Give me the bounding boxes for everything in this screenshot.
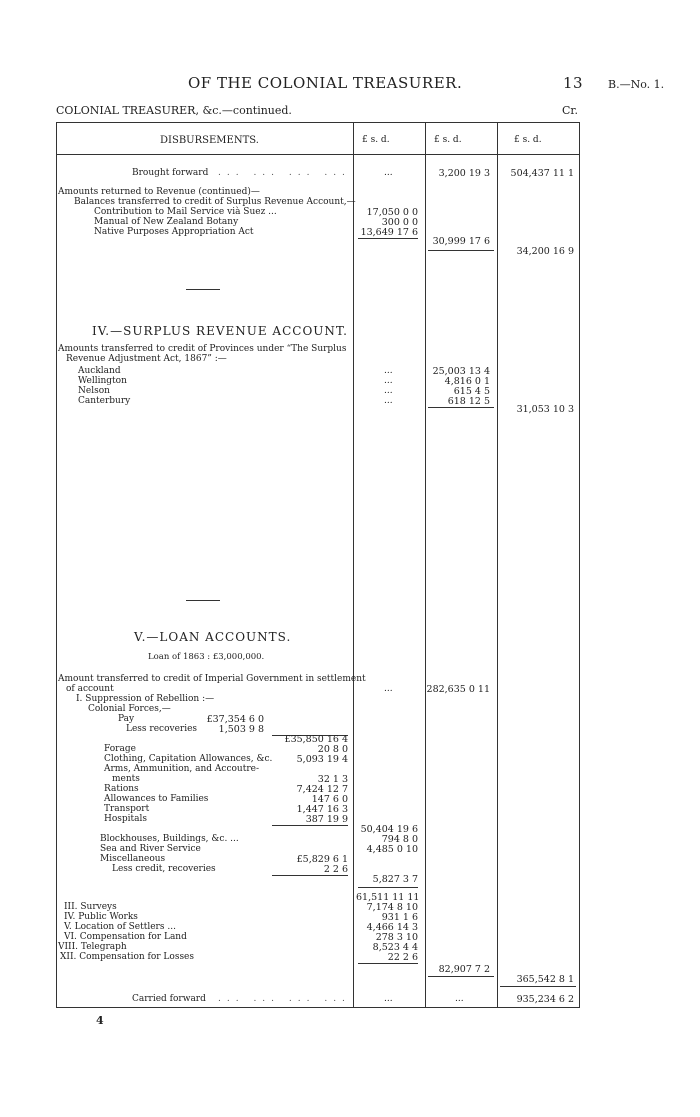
loan-other-c1: 7,174 8 10: [366, 902, 418, 913]
column-header-1: £ s. d.: [362, 135, 390, 145]
forces-item-label: ments: [112, 774, 140, 784]
running-head-cr: Cr.: [562, 104, 578, 117]
loan-other-label: VIII. Telegraph: [58, 942, 127, 952]
blockhouses-label: Blockhouses, Buildings, &c. ...: [100, 834, 239, 844]
surplus-total-c3: 31,053 10 3: [516, 404, 574, 415]
brought-forward-c3: 504,437 11 1: [510, 168, 574, 179]
less-recoveries-amount: 1,503 9 8: [218, 724, 264, 735]
province-label: Canterbury: [78, 396, 131, 406]
forces-item-amount: 1,447 16 3: [296, 804, 348, 815]
province-label: Nelson: [78, 386, 110, 396]
province-c2: 4,816 0 1: [444, 376, 490, 387]
section-separator: [186, 600, 220, 601]
forces-item-label: Hospitals: [104, 814, 148, 824]
pay-amount: £37,354 6 0: [206, 714, 264, 725]
province-label: Wellington: [78, 376, 127, 386]
page-title: OF THE COLONIAL TREASURER.: [188, 74, 463, 92]
col-divider-1: [353, 122, 354, 1008]
col-divider-2: [425, 122, 426, 1008]
sea-river-c1: 4,485 0 10: [366, 844, 418, 855]
pay-net: £35,850 16 4: [284, 734, 348, 745]
column-header-disbursements: DISBURSEMENTS.: [160, 135, 259, 146]
forces-item-label: Clothing, Capitation Allowances, &c.: [104, 754, 273, 764]
forces-item-amount: 147 6 0: [311, 794, 348, 805]
loan-other-c1: 22 2 6: [387, 952, 418, 963]
province-c1: ...: [384, 396, 393, 406]
revenue-item-c1: 300 0 0: [381, 217, 418, 228]
province-c2: 615 4 5: [453, 386, 490, 397]
brought-forward-c1: ...: [384, 168, 393, 178]
loan-other-c1: 931 1 6: [381, 912, 418, 923]
province-c2: 25,003 13 4: [432, 366, 490, 377]
table-top-rule: [56, 122, 580, 123]
miscellaneous-label: Miscellaneous: [100, 854, 166, 864]
brought-forward-c2: 3,200 19 3: [438, 168, 490, 179]
carried-forward-c3: 935,234 6 2: [516, 994, 574, 1005]
pay-label: Pay: [118, 714, 135, 724]
province-c1: ...: [384, 376, 393, 386]
carried-forward-c1: ...: [384, 994, 393, 1004]
forces-item-label: Forage: [104, 744, 136, 754]
carried-forward-label: Carried forward: [132, 994, 206, 1004]
subtotal-rule: [358, 963, 418, 964]
loan-other-label: XII. Compensation for Losses: [60, 952, 195, 962]
loan-line-1: Amount transferred to credit of Imperial Government in settlement: [58, 674, 366, 684]
miscellaneous-amount: £5,829 6 1: [296, 854, 348, 865]
leader-dots: ... ... ... ...: [218, 994, 351, 1004]
loan-other-label: VI. Compensation for Land: [64, 932, 187, 942]
section-separator: [186, 289, 220, 290]
less-recoveries-label: Less recoveries: [126, 724, 198, 734]
revenue-line-1: Amounts returned to Revenue (continued)—: [58, 187, 260, 197]
left-border: [56, 122, 57, 1008]
loan-subheading: Loan of 1863 : £3,000,000.: [148, 652, 265, 662]
subtotal-rule: [500, 986, 576, 987]
revenue-item-label: Manual of New Zealand Botany: [94, 217, 239, 227]
subtotal-rule: [358, 238, 418, 239]
loan-other-label: III. Surveys: [64, 902, 117, 912]
subtotal-rule: [428, 250, 494, 251]
revenue-item-label: Native Purposes Appropriation Act: [94, 227, 254, 237]
brought-forward-label: Brought forward: [132, 168, 209, 178]
forces-item-amount: 387 19 9: [305, 814, 348, 825]
carried-forward-c2: ...: [455, 994, 464, 1004]
column-header-3: £ s. d.: [514, 135, 542, 145]
section-heading-surplus: IV.—SURPLUS REVENUE ACCOUNT.: [92, 324, 348, 338]
forces-item-label: Arms, Ammunition, and Accoutre-: [104, 764, 260, 774]
forces-total: 50,404 19 6: [360, 824, 418, 835]
revenue-total-c3: 34,200 16 9: [516, 246, 574, 257]
column-header-2: £ s. d.: [434, 135, 462, 145]
header-rule: [56, 154, 580, 155]
page-number: 13: [563, 74, 584, 92]
subtotal-rule: [272, 875, 348, 876]
revenue-item-label: Contribution to Mail Service vià Suez ...: [94, 207, 277, 217]
credit-recoveries-amount: 2 2 6: [323, 864, 348, 875]
subtotal-rule: [272, 825, 348, 826]
loan-total-c2: 82,907 7 2: [438, 964, 490, 975]
loan-other-c1: 4,466 14 3: [366, 922, 418, 933]
document-ref: B.—No. 1.: [608, 78, 665, 91]
table-bottom-rule: [56, 1007, 580, 1008]
credit-recoveries-label: Less credit, recoveries: [112, 864, 216, 874]
forces-item-amount: 32 1 3: [317, 774, 348, 785]
subtotal-rule: [428, 407, 494, 408]
province-c2: 618 12 5: [447, 396, 490, 407]
loan-line-2-c1: ...: [384, 684, 393, 694]
loan-other-label: IV. Public Works: [64, 912, 138, 922]
revenue-total-c2: 30,999 17 6: [432, 236, 490, 247]
miscellaneous-c1: 5,827 3 7: [372, 874, 418, 885]
running-head: COLONIAL TREASURER, &c.—continued.: [56, 104, 292, 117]
province-c1: ...: [384, 366, 393, 376]
right-border: [579, 122, 580, 1008]
loan-line-3: I. Suppression of Rebellion :—: [76, 694, 215, 704]
forces-item-label: Rations: [104, 784, 139, 794]
subtotal-rule: [358, 887, 418, 888]
loan-other-label: V. Location of Settlers ...: [64, 922, 176, 932]
section-heading-loan: V.—LOAN ACCOUNTS.: [134, 630, 292, 644]
col-divider-3: [497, 122, 498, 1008]
forces-item-label: Allowances to Families: [104, 794, 209, 804]
revenue-item-c1: 13,649 17 6: [360, 227, 418, 238]
loan-line-4: Colonial Forces,—: [88, 704, 171, 714]
surplus-line-2: Revenue Adjustment Act, 1867” :—: [66, 354, 227, 364]
loan-other-c1: 278 3 10: [375, 932, 418, 943]
signature-mark: 4: [96, 1014, 104, 1027]
blockhouses-c1: 794 8 0: [381, 834, 418, 845]
loan-other-c1: 8,523 4 4: [372, 942, 418, 953]
province-c1: ...: [384, 386, 393, 396]
revenue-line-2: Balances transferred to credit of Surplus Revenue Account,—: [74, 197, 356, 207]
loan-line-2-c2: 282,635 0 11: [426, 684, 490, 695]
subtotal-rule: [428, 976, 494, 977]
forces-item-amount: 20 8 0: [317, 744, 348, 755]
surplus-line-1: Amounts transferred to credit of Provinces under “The Surplus: [58, 344, 347, 354]
loan-line-2: of account: [66, 684, 114, 694]
sea-river-label: Sea and River Service: [100, 844, 201, 854]
forces-item-amount: 5,093 19 4: [296, 754, 348, 765]
province-label: Auckland: [78, 366, 121, 376]
forces-item-label: Transport: [104, 804, 150, 814]
forces-item-amount: 7,424 12 7: [296, 784, 348, 795]
revenue-item-c1: 17,050 0 0: [366, 207, 418, 218]
loan-subtotal-c1: 61,511 11 11: [356, 892, 420, 903]
leader-dots: ... ... ... ...: [218, 168, 351, 178]
loan-total-c3: 365,542 8 1: [516, 974, 574, 985]
